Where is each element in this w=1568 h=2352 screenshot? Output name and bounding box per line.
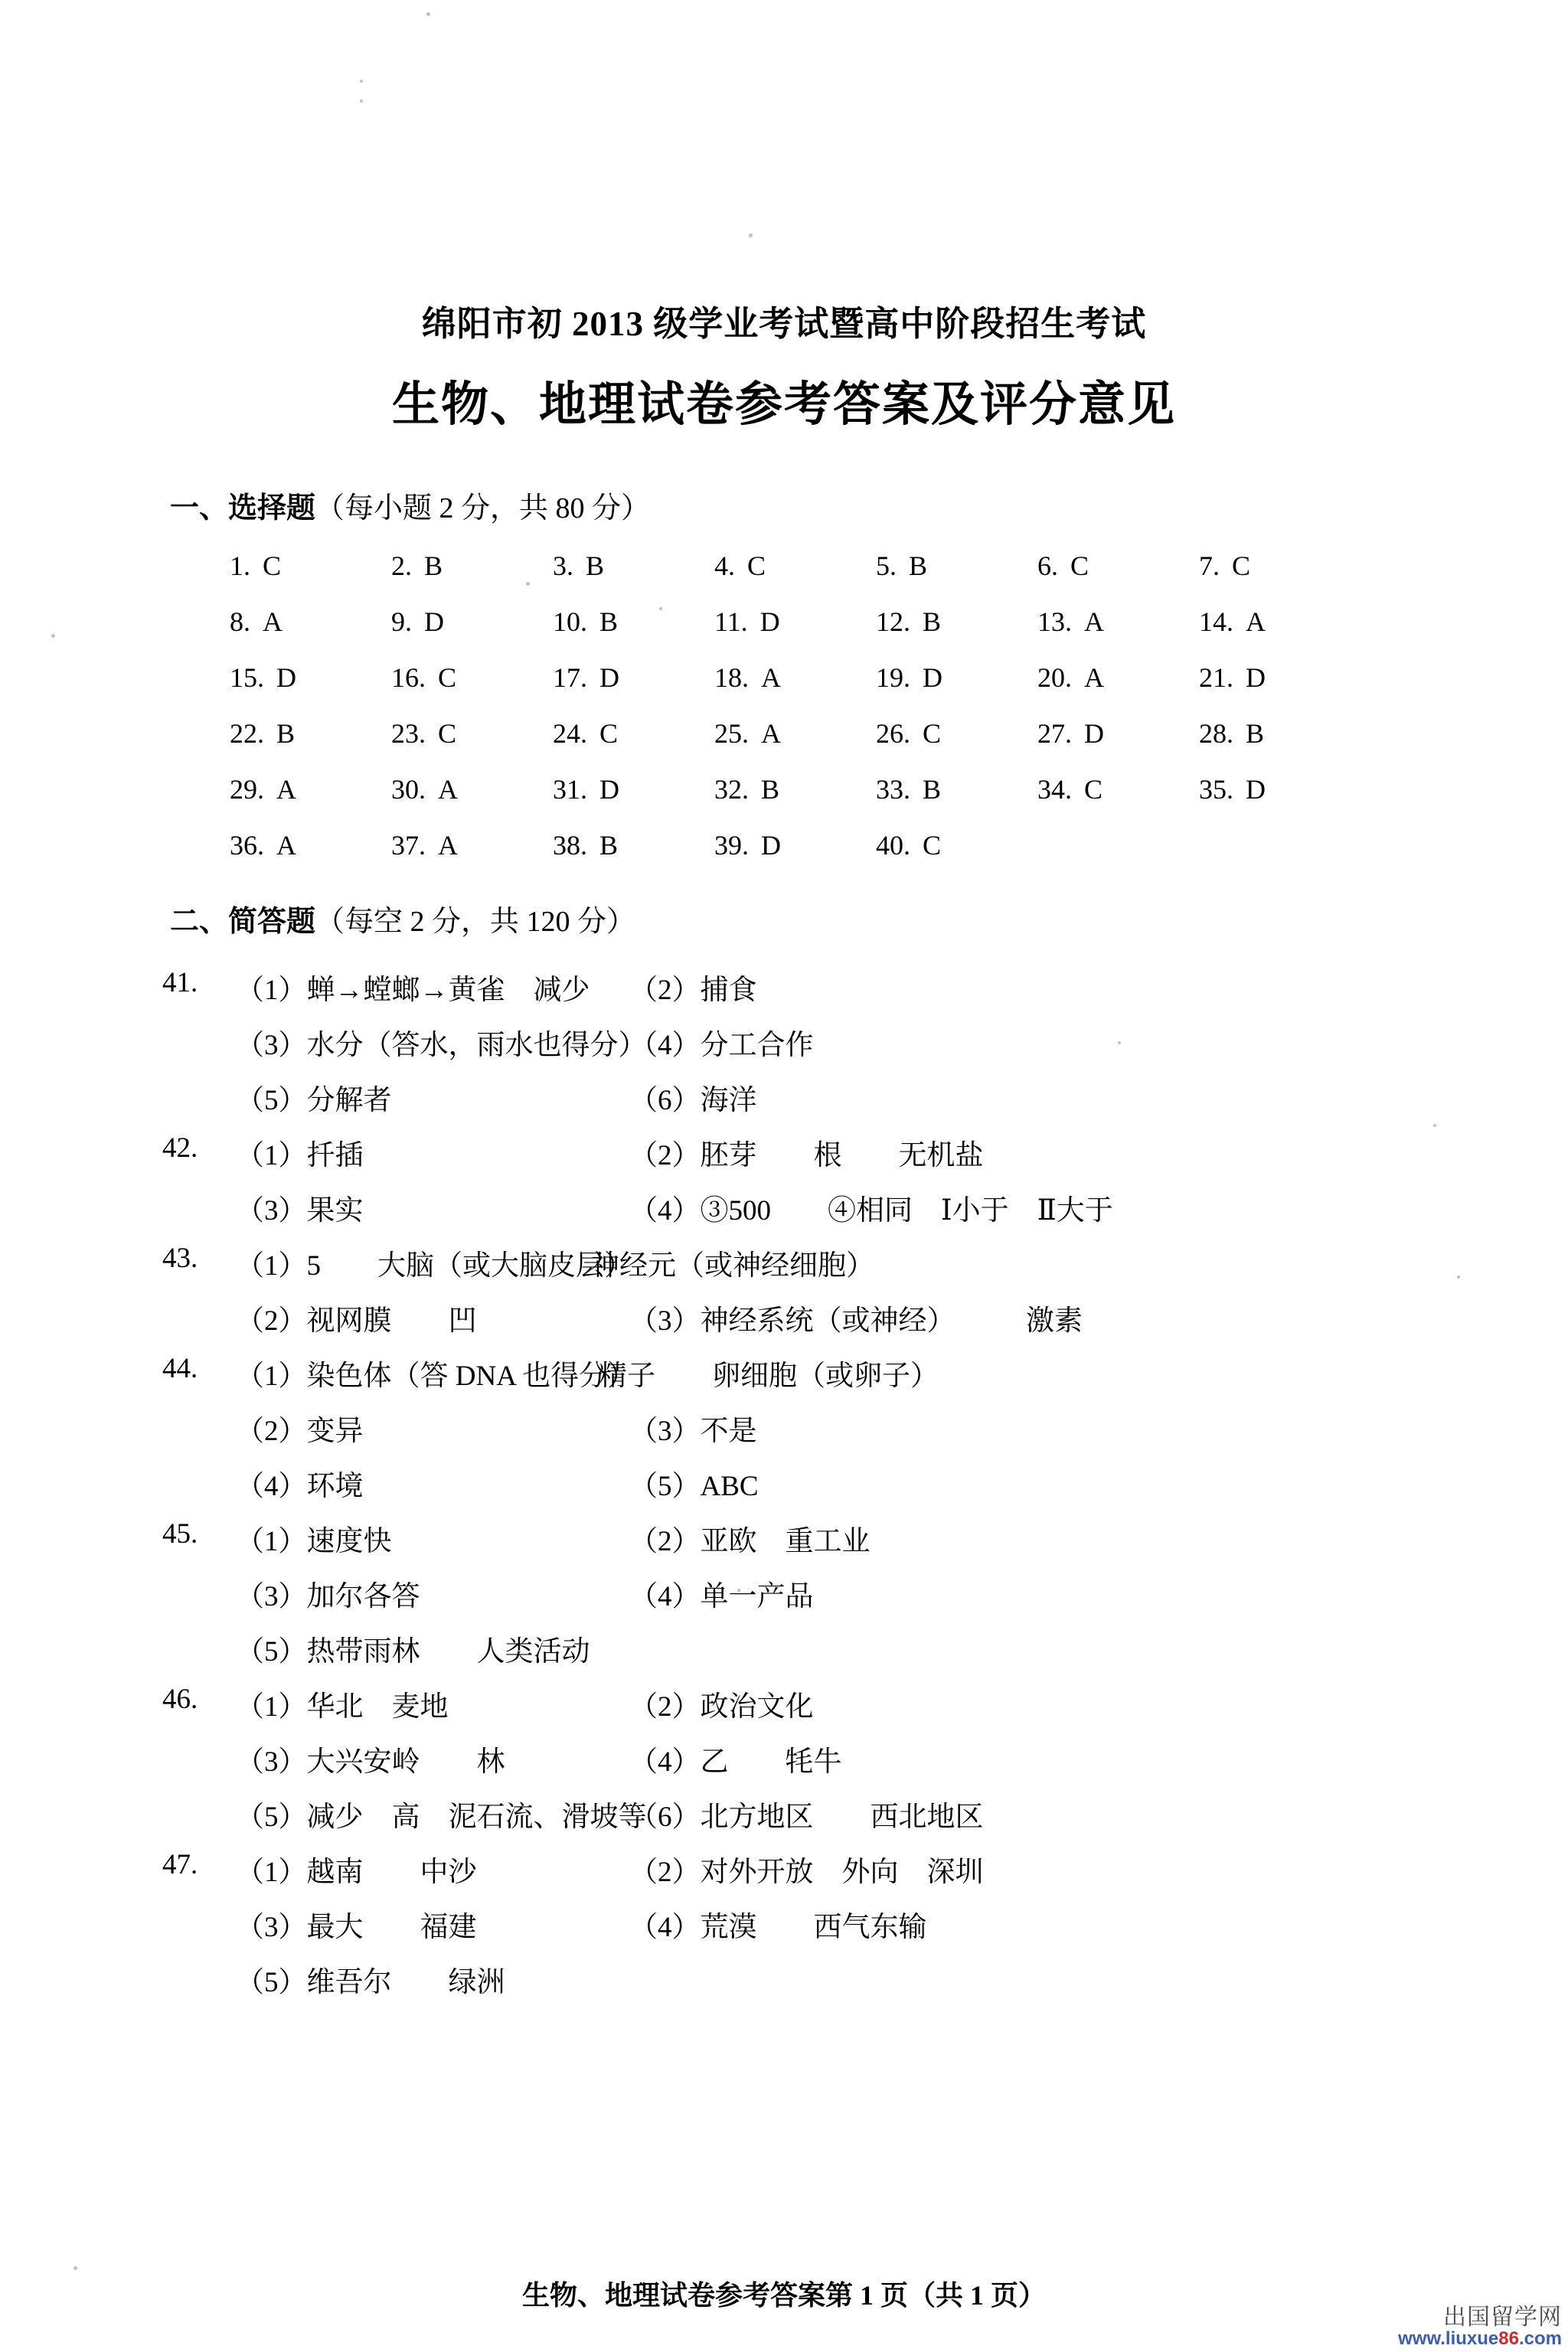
short-answer-left-column: （1）蝉→螳螂→黄雀 减少 (236, 975, 590, 1006)
mc-row (230, 829, 1424, 885)
mc-question-number: 7. (1199, 550, 1220, 581)
short-answer-right-column: （4）单一产品 (629, 1581, 814, 1612)
short-answer-right-column: （6）海洋 (629, 1085, 757, 1116)
short-answer-left-column: （1）染色体（答 DNA 也得分） (236, 1361, 636, 1392)
mc-answer-item (714, 550, 766, 582)
mc-answer-letter: D (1246, 662, 1266, 693)
exam-title-line2: 生物、地理试卷参考答案及评分意见 (391, 379, 1176, 431)
scan-speck (426, 12, 430, 16)
mc-answer-letter: C (747, 550, 766, 581)
mc-question-number: 32. (714, 774, 749, 805)
mc-question-number: 33. (876, 774, 910, 805)
mc-answer-letter: B (276, 718, 296, 749)
mc-answer-letter: A (438, 774, 458, 805)
scan-speck (360, 100, 363, 103)
mc-row (230, 606, 1424, 662)
mc-question-number: 14. (1199, 606, 1233, 637)
short-answer-line (162, 1903, 1464, 1958)
short-answer-right-column: （6）北方地区 西北地区 (629, 1802, 984, 1833)
mc-answer-letter: B (909, 550, 928, 581)
mc-answer-item (1199, 717, 1264, 750)
mc-answer-item (876, 606, 941, 638)
section-short-note: （每空 2 分，共 120 分） (315, 906, 636, 938)
mc-answer-item (1199, 662, 1266, 694)
short-answer-line (162, 1407, 1464, 1462)
short-answer-line (162, 1793, 1464, 1848)
mc-question-number: 6. (1037, 550, 1058, 581)
mc-question-number: 20. (1037, 662, 1072, 693)
mc-question-number: 11. (714, 606, 748, 637)
mc-answer-item (230, 773, 296, 805)
section-heading-choice (170, 484, 650, 526)
mc-question-number: 28. (1199, 718, 1233, 749)
mc-answer-letter: C (923, 830, 942, 861)
short-answer-line (162, 1076, 1464, 1132)
short-answer-right-column: （2）胚芽 根 无机盐 (629, 1140, 984, 1171)
mc-answer-item (391, 773, 458, 805)
short-answer-left-column: （2）视网膜 凹 (236, 1305, 477, 1337)
mc-answer-item (230, 550, 281, 582)
short-answer-right-column: （4）分工合作 (629, 1030, 814, 1061)
mc-answer-item (553, 606, 618, 638)
mc-answer-letter: A (276, 774, 296, 805)
mc-question-number: 30. (391, 774, 426, 805)
mc-answer-item (714, 606, 780, 638)
short-answer-line (162, 1628, 1464, 1683)
mc-answer-letter: C (438, 718, 457, 749)
mc-question-number: 4. (714, 550, 735, 581)
short-answer-right-column: （4）③500 ④相同 Ⅰ小于 Ⅱ大于 (629, 1195, 1113, 1227)
section-choice-note: （每小题 2 分，共 80 分） (315, 492, 651, 524)
mc-question-number: 26. (876, 718, 910, 749)
mc-answer-item (1037, 662, 1104, 694)
short-answer-question-number: 41. (162, 967, 198, 998)
mc-answer-letter: A (1246, 606, 1266, 637)
short-answer-right-column: （2）政治文化 (629, 1691, 814, 1723)
short-answer-line (162, 1738, 1464, 1793)
watermark-site-name: 出国留学网 (1443, 2304, 1562, 2331)
mc-answer-item (1199, 550, 1250, 582)
mc-question-number: 38. (553, 830, 587, 861)
mc-question-number: 21. (1199, 662, 1233, 693)
short-answer-left-column: （5）维吾尔 绿洲 (236, 1967, 505, 1998)
mc-answer-item (391, 606, 444, 638)
mc-answer-item (553, 829, 618, 861)
mc-question-number: 40. (876, 830, 910, 861)
mc-question-number: 8. (230, 606, 250, 637)
short-answer-line (162, 1848, 1464, 1903)
mc-answer-letter: C (1070, 550, 1089, 581)
mc-question-number: 18. (714, 662, 749, 693)
short-answer-left-column: （5）分解者 (236, 1085, 392, 1116)
mc-answer-letter: D (760, 606, 780, 637)
page-footer: 生物、地理试卷参考答案第 1 页（共 1 页） (521, 2280, 1046, 2311)
short-answer-left-column: （5）减少 高 泥石流、滑坡等 (236, 1802, 647, 1833)
exam-title-line1: 绵阳市初 2013 级学业考试暨高中阶段招生考试 (421, 305, 1147, 343)
short-answer-line (162, 1517, 1464, 1573)
short-answer-line (162, 1958, 1464, 2014)
mc-answer-item (876, 550, 927, 582)
short-answer-left-column: （3）加尔各答 (236, 1581, 420, 1612)
mc-answer-letter: D (761, 830, 781, 861)
multiple-choice-grid (230, 550, 1424, 885)
mc-answer-item (876, 717, 941, 750)
short-answer-left-column: （1）5 大脑（或大脑皮层） (236, 1250, 632, 1282)
section-choice-label: 一、选择题 (170, 492, 316, 524)
short-answer-block (162, 966, 1464, 2014)
mc-answer-item (1199, 773, 1266, 805)
short-answer-right-column: 神经元（或神经细胞） (591, 1250, 874, 1282)
mc-question-number: 19. (876, 662, 910, 693)
short-answer-right-column: 精子 卵细胞（或卵子） (599, 1361, 939, 1392)
mc-answer-letter: C (1232, 550, 1251, 581)
mc-answer-letter: B (599, 606, 619, 637)
mc-answer-item (1037, 550, 1089, 582)
mc-question-number: 23. (391, 718, 426, 749)
mc-answer-letter: B (1246, 718, 1265, 749)
short-answer-right-column: （3）神经系统（或神经） 激素 (629, 1305, 1083, 1337)
mc-answer-letter: D (1084, 718, 1104, 749)
mc-question-number: 5. (876, 550, 897, 581)
short-answer-question-number: 45. (162, 1518, 198, 1550)
mc-question-number: 36. (230, 830, 264, 861)
mc-question-number: 34. (1037, 774, 1072, 805)
short-answer-line (162, 1021, 1464, 1076)
short-answer-line (162, 1187, 1464, 1242)
mc-question-number: 10. (553, 606, 587, 637)
mc-row (230, 773, 1424, 829)
mc-answer-letter: B (761, 774, 780, 805)
short-answer-right-column: （3）不是 (629, 1416, 757, 1447)
mc-question-number: 39. (714, 830, 749, 861)
mc-answer-letter: B (923, 606, 942, 637)
short-answer-line (162, 1132, 1464, 1187)
mc-answer-item (230, 606, 283, 638)
mc-answer-letter: A (761, 662, 781, 693)
mc-answer-item (1037, 773, 1102, 805)
mc-question-number: 22. (230, 718, 264, 749)
mc-answer-letter: A (438, 830, 458, 861)
mc-answer-letter: B (586, 550, 605, 581)
mc-question-number: 35. (1199, 774, 1233, 805)
mc-answer-letter: C (599, 718, 619, 749)
mc-question-number: 31. (553, 774, 587, 805)
mc-answer-item (230, 662, 296, 694)
short-answer-line (162, 966, 1464, 1021)
short-answer-left-column: （5）热带雨林 人类活动 (236, 1636, 590, 1668)
mc-answer-item (714, 717, 781, 750)
mc-answer-letter: D (424, 606, 444, 637)
mc-answer-letter: A (263, 606, 283, 637)
short-answer-question-number: 46. (162, 1684, 198, 1715)
mc-answer-letter: D (276, 662, 296, 693)
mc-question-number: 25. (714, 718, 749, 749)
mc-answer-item (391, 829, 458, 861)
mc-question-number: 2. (391, 550, 412, 581)
mc-question-number: 15. (230, 662, 264, 693)
mc-answer-item (391, 662, 456, 694)
mc-answer-item (230, 717, 295, 750)
short-answer-question-number: 42. (162, 1132, 198, 1164)
scan-speck (51, 634, 55, 638)
mc-question-number: 1. (230, 550, 250, 581)
mc-answer-item (553, 662, 619, 694)
short-answer-left-column: （3）果实 (236, 1195, 364, 1227)
mc-answer-letter: D (1246, 774, 1266, 805)
mc-question-number: 13. (1037, 606, 1072, 637)
mc-answer-item (1037, 606, 1104, 638)
short-answer-line (162, 1462, 1464, 1517)
mc-answer-item (1037, 717, 1104, 750)
mc-answer-item (1199, 606, 1266, 638)
mc-question-number: 16. (391, 662, 426, 693)
short-answer-left-column: （3）最大 福建 (236, 1912, 477, 1943)
mc-answer-item (714, 829, 781, 861)
mc-answer-item (553, 550, 604, 582)
mc-answer-item (714, 662, 781, 694)
mc-question-number: 12. (876, 606, 910, 637)
mc-answer-letter: D (923, 662, 942, 693)
mc-answer-item (876, 662, 942, 694)
short-answer-left-column: （1）扦插 (236, 1140, 364, 1171)
mc-answer-item (230, 829, 296, 861)
short-answer-left-column: （3）大兴安岭 林 (236, 1746, 505, 1778)
mc-question-number: 24. (553, 718, 587, 749)
section-heading-short (170, 897, 635, 939)
short-answer-question-number: 43. (162, 1243, 198, 1274)
mc-question-number: 27. (1037, 718, 1072, 749)
mc-question-number: 29. (230, 774, 264, 805)
mc-row (230, 717, 1424, 773)
short-answer-right-column: （2）捕食 (629, 975, 757, 1006)
short-answer-right-column: （2）亚欧 重工业 (629, 1526, 871, 1557)
mc-row (230, 550, 1424, 606)
watermark-url-part1: www.liuxue (1398, 2328, 1499, 2349)
mc-answer-letter: C (263, 550, 282, 581)
mc-answer-letter: C (923, 718, 942, 749)
short-answer-left-column: （4）环境 (236, 1471, 364, 1502)
mc-answer-item (391, 717, 456, 750)
mc-answer-item (553, 773, 619, 805)
mc-answer-letter: B (424, 550, 443, 581)
watermark-url (1398, 2330, 1562, 2348)
mc-answer-letter: A (761, 718, 781, 749)
short-answer-line (162, 1683, 1464, 1738)
short-answer-left-column: （1）越南 中沙 (236, 1857, 477, 1888)
mc-question-number: 9. (391, 606, 412, 637)
scan-speck (749, 234, 753, 237)
mc-question-number: 37. (391, 830, 426, 861)
mc-question-number: 3. (553, 550, 573, 581)
mc-answer-item (876, 773, 941, 805)
mc-answer-item (714, 773, 779, 805)
short-answer-left-column: （2）变异 (236, 1416, 364, 1447)
short-answer-line (162, 1573, 1464, 1628)
scan-speck (360, 80, 363, 83)
mc-answer-letter: C (1084, 774, 1103, 805)
short-answer-line (162, 1352, 1464, 1407)
mc-question-number: 17. (553, 662, 587, 693)
mc-answer-item (391, 550, 443, 582)
watermark-url-highlight: 86 (1498, 2328, 1519, 2349)
short-answer-line (162, 1242, 1464, 1297)
mc-row (230, 662, 1424, 717)
mc-answer-letter: D (599, 662, 619, 693)
scan-speck (74, 2266, 77, 2270)
mc-answer-letter: C (438, 662, 457, 693)
mc-answer-letter: A (276, 830, 296, 861)
mc-answer-letter: A (1084, 662, 1104, 693)
watermark-url-part2: .com (1518, 2328, 1562, 2349)
short-answer-right-column: （5）ABC (629, 1471, 759, 1502)
short-answer-right-column: （2）对外开放 外向 深圳 (629, 1857, 984, 1888)
short-answer-question-number: 47. (162, 1849, 198, 1880)
mc-answer-letter: B (923, 774, 942, 805)
mc-answer-letter: D (599, 774, 619, 805)
short-answer-left-column: （1）速度快 (236, 1526, 392, 1557)
short-answer-line (162, 1297, 1464, 1352)
section-short-label: 二、简答题 (170, 906, 316, 938)
site-watermark (1398, 2306, 1562, 2348)
short-answer-left-column: （1）华北 麦地 (236, 1691, 449, 1723)
mc-answer-item (876, 829, 941, 861)
short-answer-question-number: 44. (162, 1353, 198, 1384)
mc-answer-letter: B (599, 830, 619, 861)
mc-answer-item (553, 717, 618, 750)
mc-answer-letter: A (1084, 606, 1104, 637)
short-answer-left-column: （3）水分（答水，雨水也得分） (236, 1030, 647, 1061)
short-answer-right-column: （4）荒漠 西气东输 (629, 1912, 927, 1943)
short-answer-right-column: （4）乙 牦牛 (629, 1746, 842, 1778)
